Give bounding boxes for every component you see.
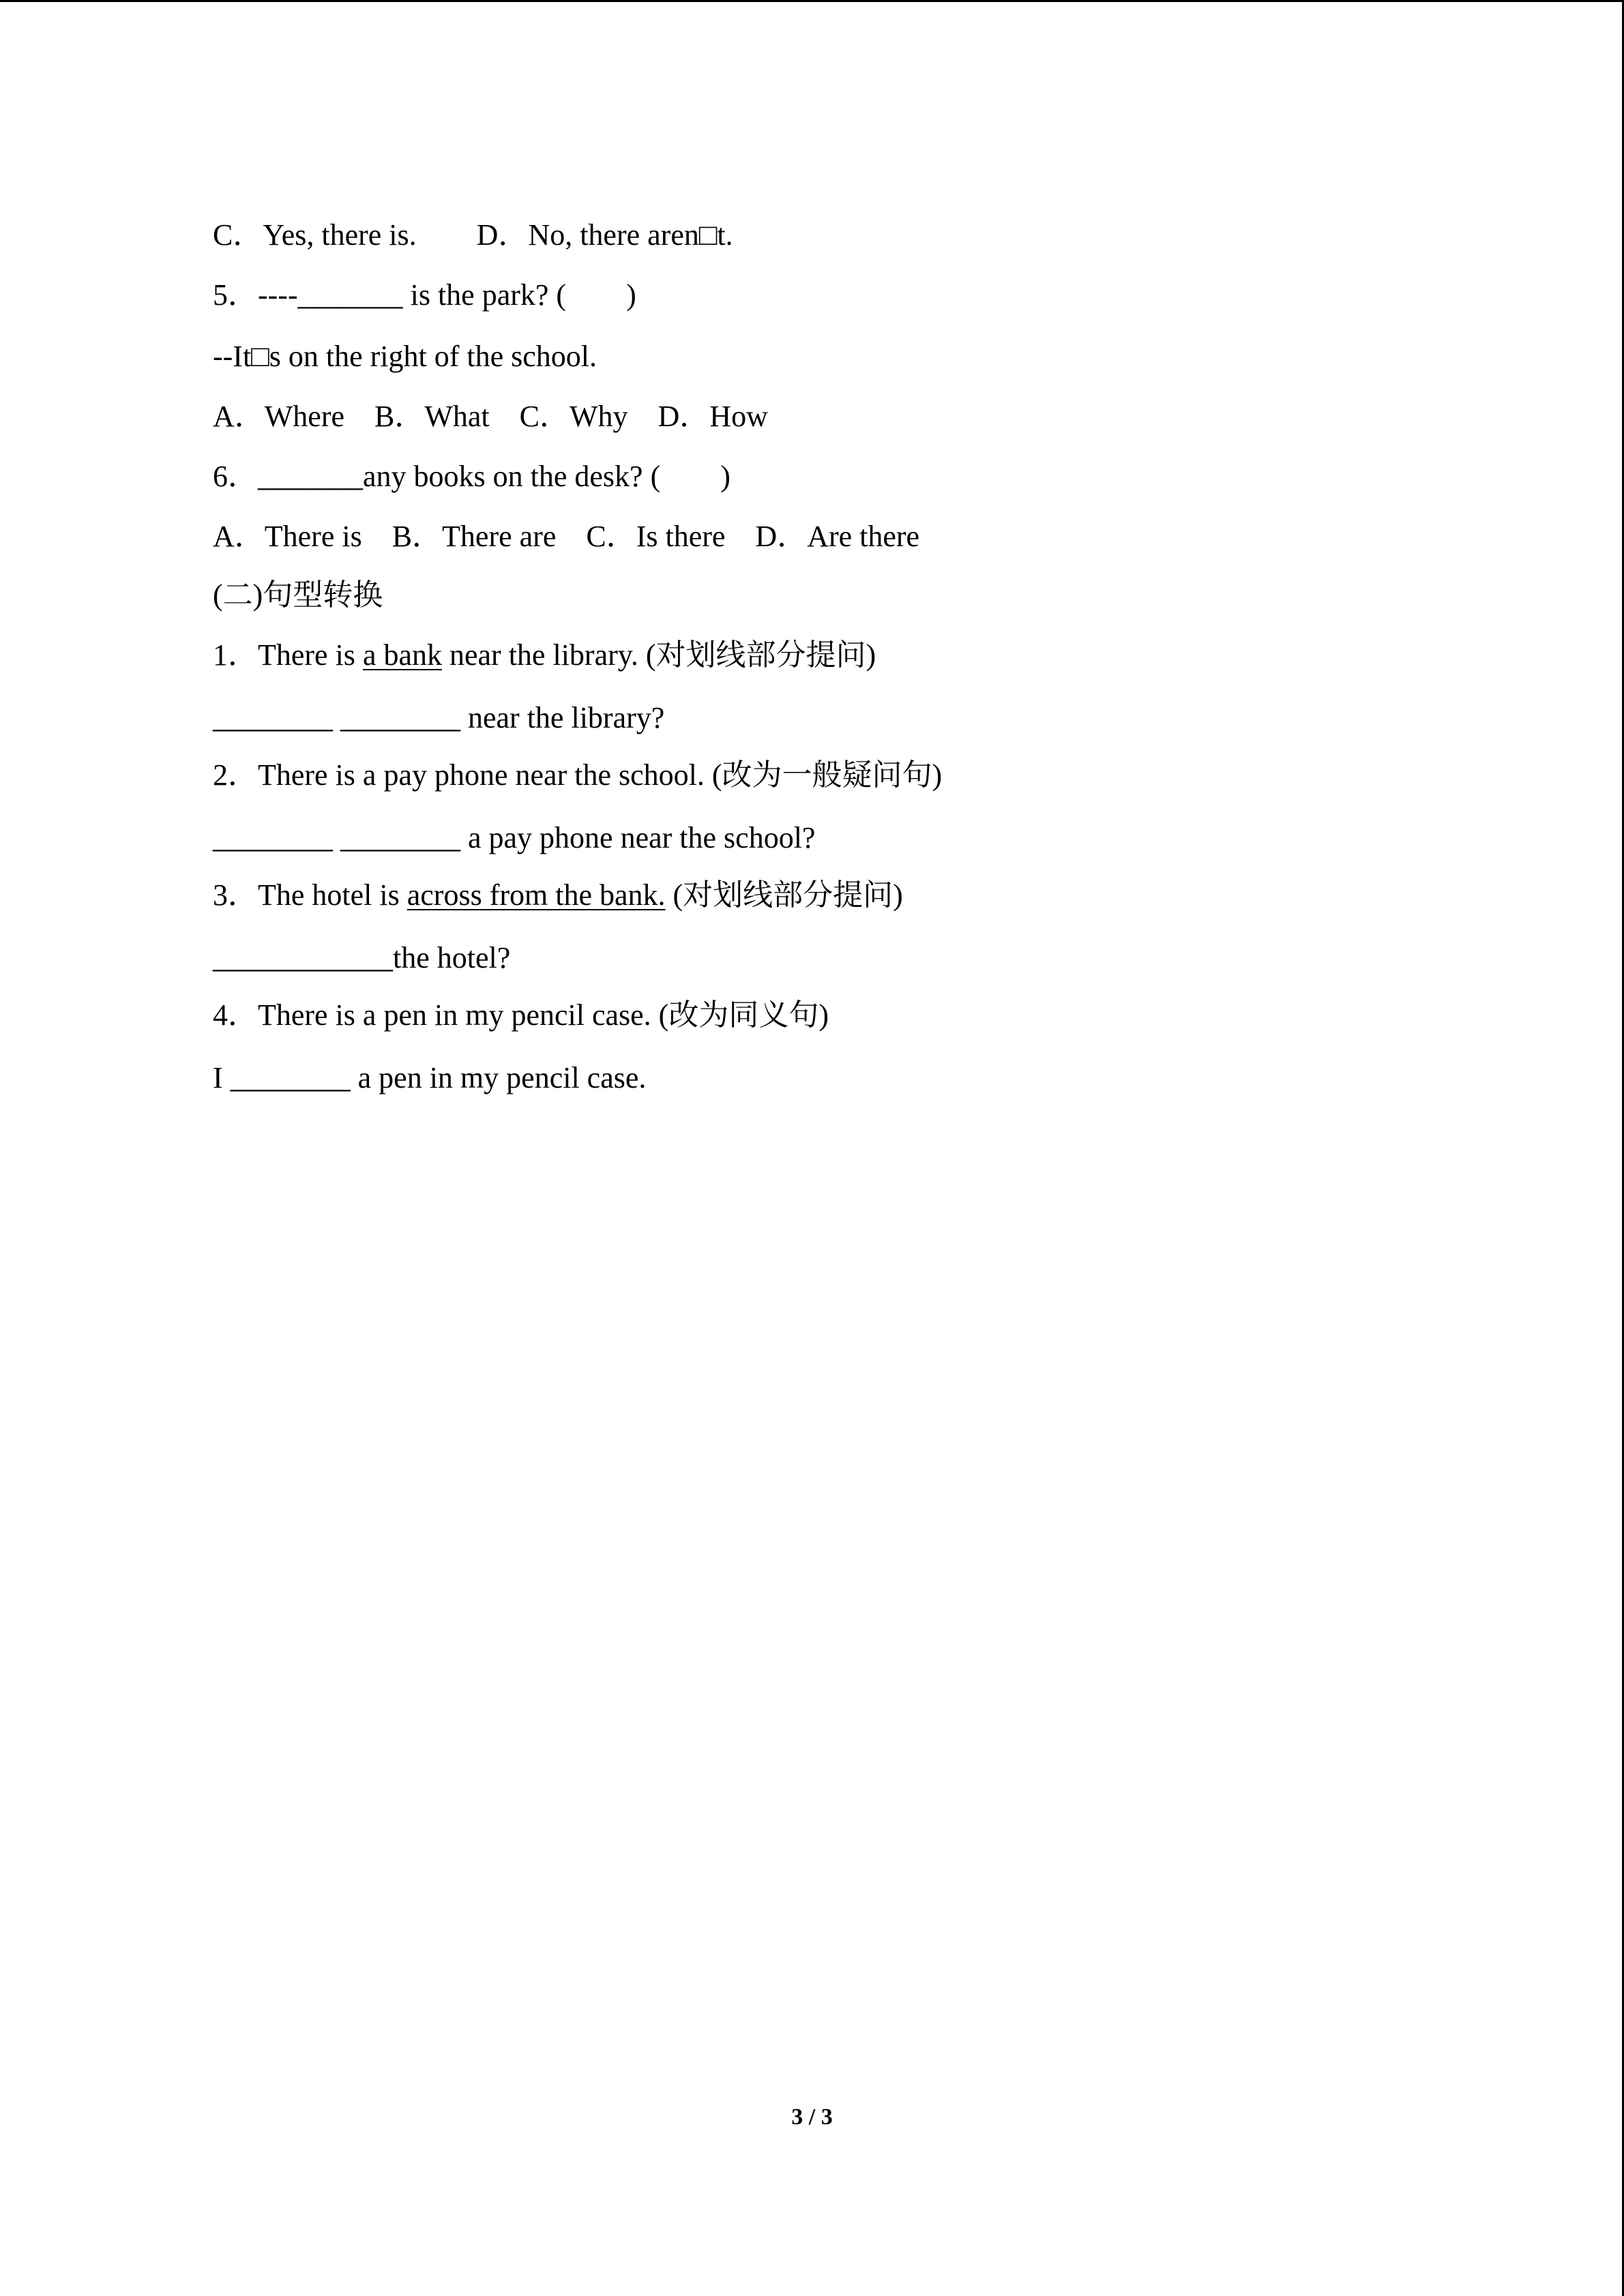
section-heading: (二)句型转换 — [213, 578, 383, 612]
q3-text-before: 3．The hotel is — [213, 878, 407, 912]
transform-answer-1: ________ ________ near the library? — [213, 701, 665, 734]
question-4-options-cd: C．Yes, there is. D．No, there aren□t. — [213, 218, 733, 252]
transform-question-1 — [213, 636, 876, 674]
page-number: 3 / 3 — [791, 2104, 833, 2130]
transform-question-2: 2．There is a pay phone near the school. (改为一般疑问句) — [213, 758, 943, 792]
transform-question-4: 4．There is a pen in my pencil case. (改为同义句) — [213, 998, 829, 1032]
transform-answer-4: I ________ a pen in my pencil case. — [213, 1061, 647, 1094]
transform-answer-2: ________ ________ a pay phone near the school? — [213, 821, 816, 854]
question-5-answer-line: --It□s on the right of the school. — [213, 340, 597, 373]
q3-text-after: (对划线部分提问) — [665, 878, 903, 912]
q1-underlined-text: a bank — [362, 638, 442, 672]
q3-underlined-text: across from the bank. — [407, 878, 666, 912]
q1-text-after: near the library. (对划线部分提问) — [442, 638, 876, 672]
question-5-options: A．Where B．What C．Why D．How — [213, 400, 768, 433]
question-6-options: A．There is B．There are C．Is there D．Are there — [213, 520, 920, 553]
q1-text-before: 1．There is — [213, 638, 363, 672]
question-5-prompt: 5．----_______ is the park? ( ) — [213, 278, 636, 312]
question-6-prompt: 6．_______any books on the desk? ( ) — [213, 460, 730, 493]
transform-answer-3: ____________the hotel? — [213, 941, 511, 974]
transform-question-3 — [213, 876, 903, 914]
